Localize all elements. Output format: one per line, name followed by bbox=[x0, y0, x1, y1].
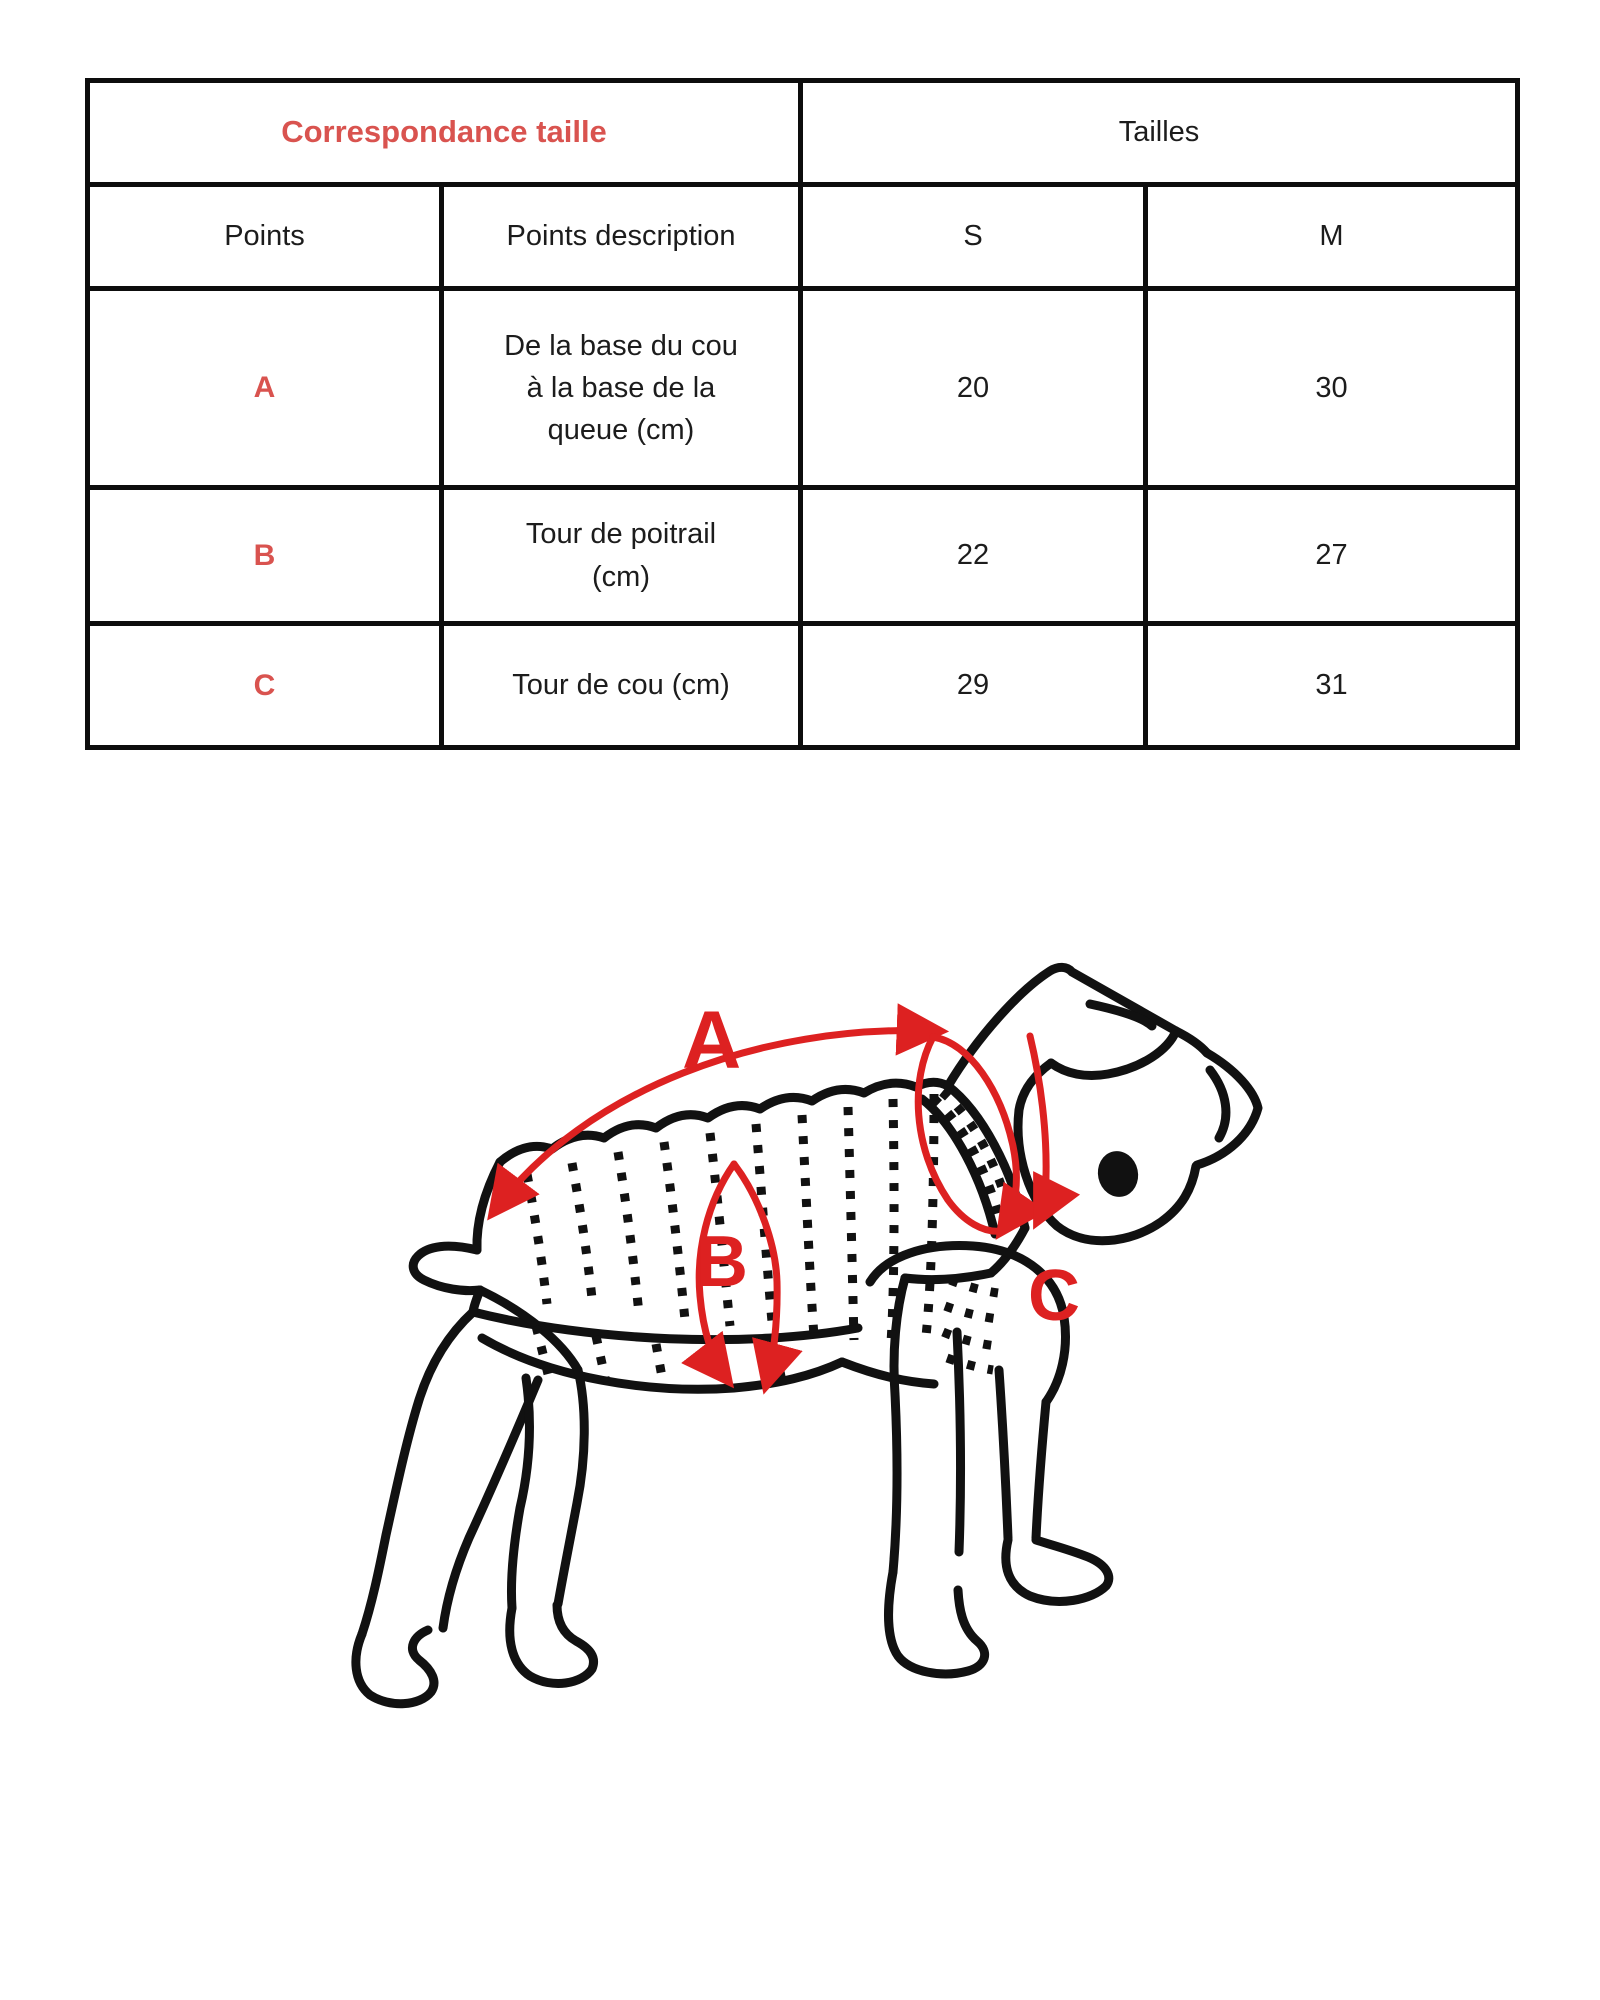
value-m: 27 bbox=[1146, 488, 1518, 624]
diagram-label-a: A bbox=[682, 995, 742, 1086]
point-letter: A bbox=[253, 371, 276, 405]
point-description: Tour de cou (cm) bbox=[512, 669, 730, 702]
table-row bbox=[88, 624, 1518, 748]
dog-eye bbox=[1094, 1147, 1143, 1200]
size-chart-table bbox=[85, 78, 1520, 750]
dog-diagram-svg bbox=[330, 950, 1330, 1800]
col-header-size-m: M bbox=[1146, 185, 1518, 289]
value-m: 31 bbox=[1146, 624, 1518, 748]
table-row bbox=[88, 289, 1518, 488]
col-header-size-s: S bbox=[801, 185, 1146, 289]
value-s: 29 bbox=[801, 624, 1146, 748]
diagram-label-b: B bbox=[696, 1222, 748, 1302]
dog-measurement-diagram bbox=[330, 950, 1330, 1800]
table-row bbox=[88, 488, 1518, 624]
point-description: De la base du cou à la base de la queue (cm) bbox=[504, 329, 738, 447]
col-header-points: Points bbox=[88, 185, 442, 289]
sizes-header: Tailles bbox=[1118, 116, 1200, 149]
table-title: Correspondance taille bbox=[281, 114, 607, 150]
value-s: 20 bbox=[801, 289, 1146, 488]
point-description: Tour de poitrail (cm) bbox=[525, 518, 717, 593]
sizes-header-cell bbox=[801, 81, 1518, 185]
value-s: 22 bbox=[801, 488, 1146, 624]
col-header-description: Points description bbox=[442, 185, 801, 289]
diagram-label-c: C bbox=[1028, 1256, 1080, 1336]
table-header-row bbox=[88, 81, 1518, 185]
column-header-row bbox=[88, 185, 1518, 289]
value-m: 30 bbox=[1146, 289, 1518, 488]
table-title-cell bbox=[88, 81, 801, 185]
point-letter: C bbox=[253, 668, 276, 702]
point-letter: B bbox=[253, 538, 276, 572]
dog-outline bbox=[356, 967, 1258, 1703]
